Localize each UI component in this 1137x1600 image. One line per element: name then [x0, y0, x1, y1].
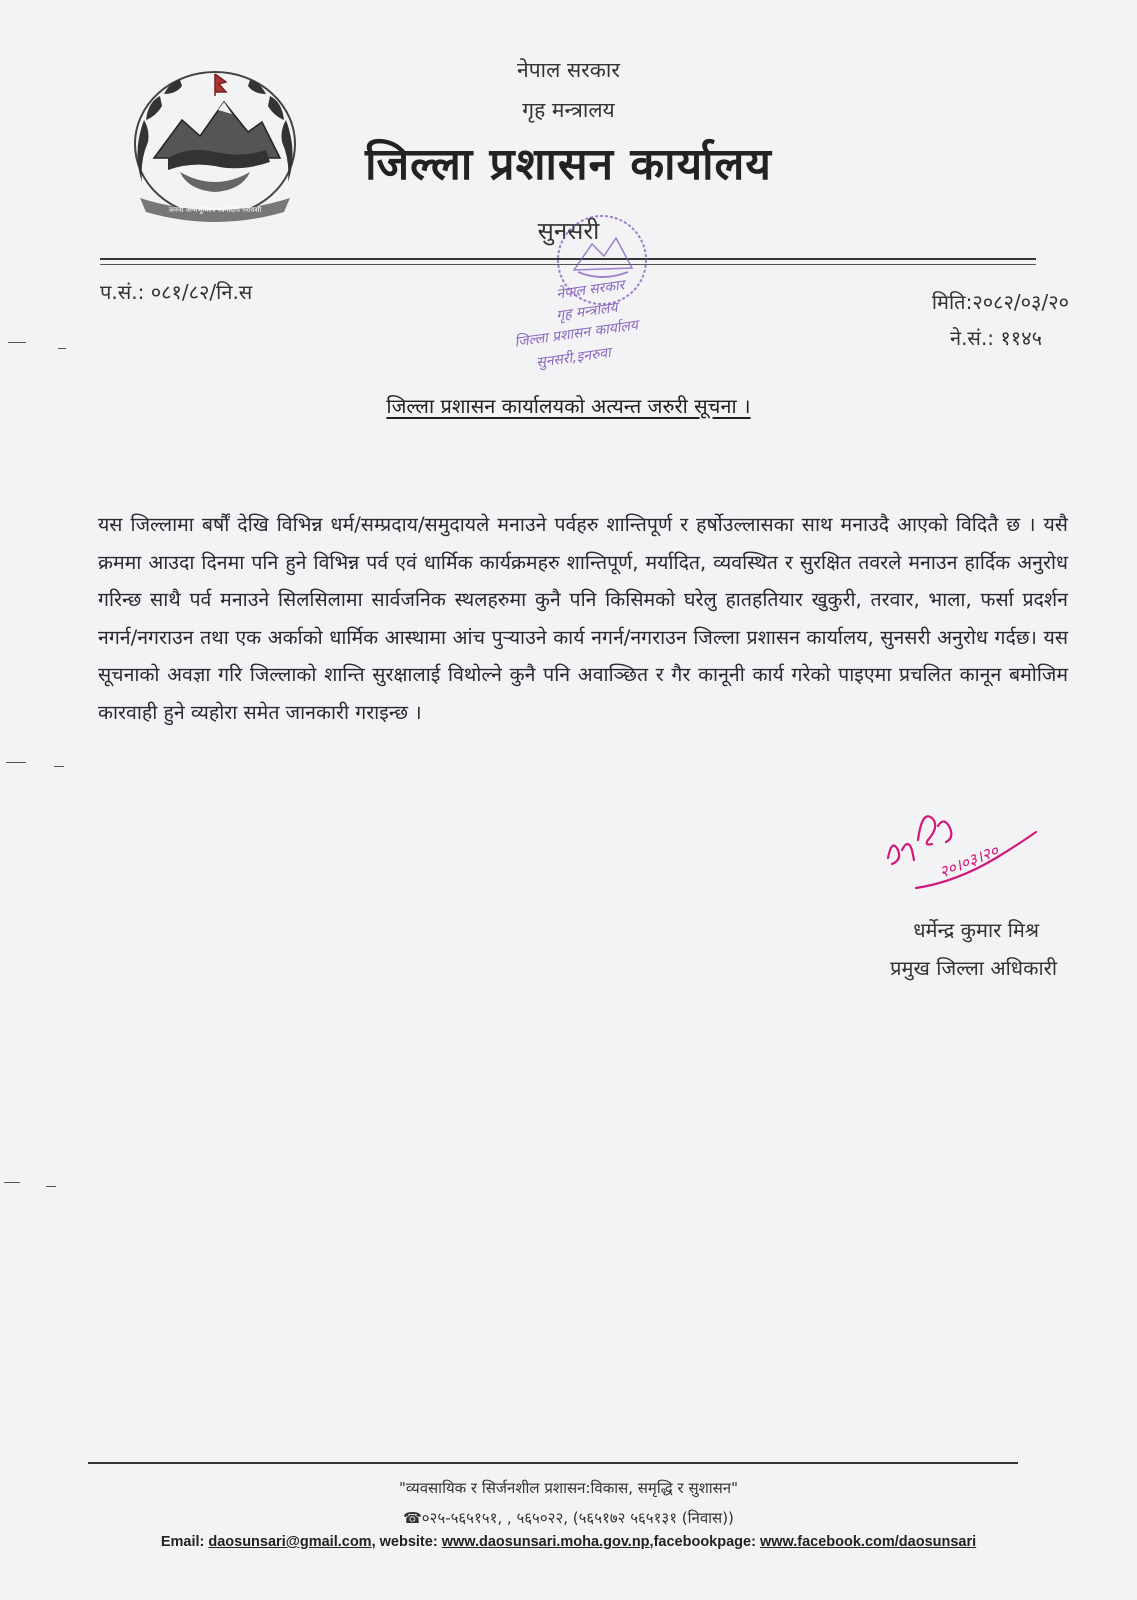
footer-contact	[0, 1534, 1137, 1550]
government-name: नेपाल सरकार	[517, 58, 620, 82]
stamp-line-4: सुनसरी,इनरुवा	[535, 344, 612, 372]
margin-mark	[46, 1186, 56, 1187]
facebook-link[interactable]: www.facebook.com/daosunsari	[759, 1534, 977, 1550]
stamp-line-2: गृह मन्त्रालय	[555, 299, 619, 325]
facebook-label: facebookpage:	[653, 1534, 756, 1550]
website-label: website:	[379, 1534, 438, 1550]
margin-mark	[58, 348, 66, 349]
website-link[interactable]: www.daosunsari.moha.gov.np,	[441, 1534, 654, 1550]
margin-mark	[6, 762, 26, 763]
signatory-name: धर्मेन्द्र कुमार मिश्र	[913, 918, 1039, 942]
stamp-line-3: जिल्ला प्रशासन कार्यालय	[513, 317, 640, 351]
margin-mark	[8, 342, 26, 343]
stamp-line-1: नेपाल सरकार	[555, 277, 626, 303]
letter-date: मिति:२०८२/०३/२०	[931, 290, 1069, 314]
email-label: Email:	[160, 1534, 205, 1550]
letter-reference-number: प.सं.: ०८१/८२/नि.स	[100, 280, 253, 304]
handwritten-signature	[880, 792, 1060, 902]
margin-mark	[4, 1182, 20, 1183]
office-name: जिल्ला प्रशासन कार्यालय	[365, 139, 772, 190]
footer-phone-numbers: ☎०२५-५६५१५१, , ५६५०२२, (५६५१७२ ५६५१३१ (निवास))	[403, 1509, 734, 1527]
notice-title-text: जिल्ला प्रशासन कार्यालयको अत्यन्त जरुरी सूचना ।	[386, 394, 751, 418]
notice-body: यस जिल्लामा बर्षौं देखि विभिन्न धर्म/सम्प्रदाय/समुदायले मनाउने पर्वहरु शान्तिपूर्ण र हर्षोउल्लासका साथ मनाउदै आएको विदितै छ । यसै क्रममा आउदा दिनमा पनि हुने विभिन्न पर्व एवं धार्मिक कार्यक्रमहरु शान्तिपूर्ण, मर्यादित, व्यवस्थित र सुरक्षित तवरले मनाउन हार्दिक अनुरोध गरिन्छ साथै पर्व मनाउने सिलसिलामा सार्वजनिक स्थलहरुमा कुनै पनि किसिमको घरेलु हातहतियार खुकुरी, तरवार, भाला, फर्सा प्रदर्शन नगर्न/नगराउन तथा एक अर्काको धार्मिक आस्थामा आंच पुऱ्याउने कार्य नगर्न/नगराउन जिल्ला प्रशासन कार्यालय, सुनसरी अनुरोध गर्दछ। यस सूचनाको अवज्ञा गरि जिल्लाको शान्ति सुरक्षालाई विथोल्ने कुनै पनि अवाञ्छित र गैर कानूनी कार्य गरेको पाइएमा प्रचलित कानून बमोजिम कारवाही हुने व्यहोरा समेत जानकारी गराइन्छ ।	[98, 513, 1068, 724]
district-name: सुनसरी	[537, 217, 600, 245]
nepal-sambat-number: ने.सं.: ११४५	[949, 326, 1042, 350]
notice-title	[0, 392, 1137, 419]
margin-mark	[54, 766, 64, 767]
footer-divider	[88, 1462, 1018, 1464]
ministry-name: गृह मन्त्रालय	[522, 98, 615, 122]
email-link[interactable]: daosunsari@gmail.com,	[208, 1534, 376, 1550]
official-stamp	[512, 210, 682, 400]
signature-date: २०।०३।२०	[936, 840, 1002, 882]
footer-motto: "व्यवसायिक र सिर्जनशील प्रशासन:विकास, समृद्धि र सुशासन"	[398, 1479, 739, 1497]
svg-text:जननी जन्मभूमिश्च स्वर्गादपि गर: जननी जन्मभूमिश्च स्वर्गादपि गरीयसी	[168, 206, 262, 214]
signatory-title: प्रमुख जिल्ला अधिकारी	[890, 956, 1057, 980]
